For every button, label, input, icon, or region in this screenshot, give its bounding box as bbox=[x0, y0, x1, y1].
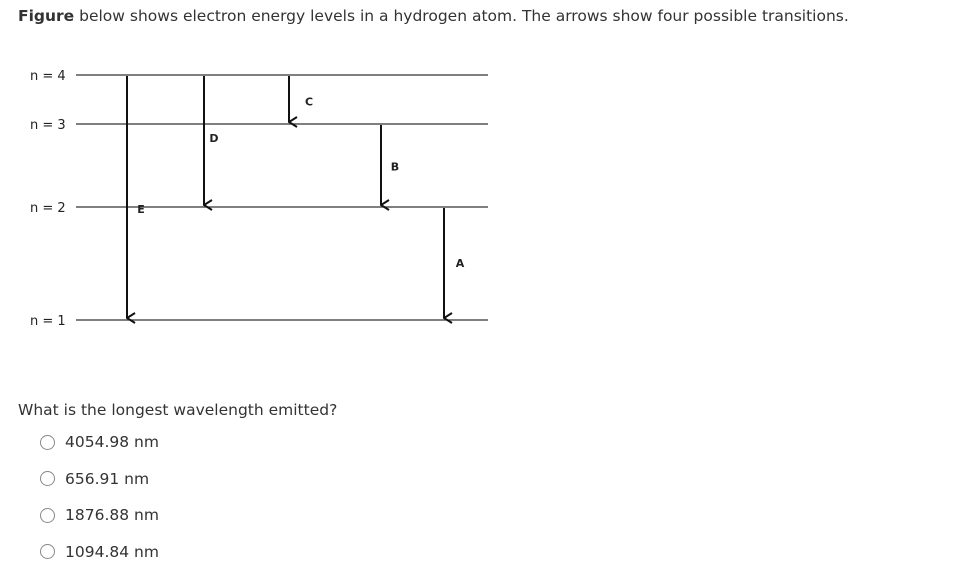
intro-bold: Figure bbox=[18, 7, 75, 25]
option-label: 1094.84 nm bbox=[65, 542, 159, 561]
option-3[interactable] bbox=[40, 497, 159, 534]
energy-levels bbox=[30, 69, 488, 329]
energy-level-label-n3: n = 3 bbox=[30, 118, 66, 133]
transition-label-c: C bbox=[304, 95, 314, 109]
energy-level-label-n1: n = 1 bbox=[30, 314, 66, 329]
radio-button[interactable] bbox=[40, 435, 55, 450]
transition-arrows bbox=[127, 76, 465, 318]
energy-level-label-n2: n = 2 bbox=[30, 201, 66, 216]
question-text: What is the longest wavelength emitted? bbox=[18, 401, 338, 419]
option-label: 4054.98 nm bbox=[65, 433, 159, 452]
transition-label-d: D bbox=[209, 131, 219, 145]
option-label: 656.91 nm bbox=[65, 469, 150, 488]
answer-options bbox=[40, 424, 159, 570]
transition-label-b: B bbox=[390, 160, 400, 174]
radio-button[interactable] bbox=[40, 544, 55, 559]
radio-button[interactable] bbox=[40, 471, 55, 486]
option-4[interactable] bbox=[40, 534, 159, 571]
energy-level-label-n4: n = 4 bbox=[30, 69, 66, 84]
option-label: 1876.88 nm bbox=[65, 506, 159, 525]
intro-rest: below shows electron energy levels in a hydrogen atom. The arrows show four possible transitions. bbox=[74, 7, 849, 25]
transition-label-a: A bbox=[455, 257, 465, 270]
option-1[interactable] bbox=[40, 424, 159, 461]
transition-label-e: E bbox=[137, 203, 145, 217]
radio-button[interactable] bbox=[40, 508, 55, 523]
option-2[interactable] bbox=[40, 461, 159, 498]
